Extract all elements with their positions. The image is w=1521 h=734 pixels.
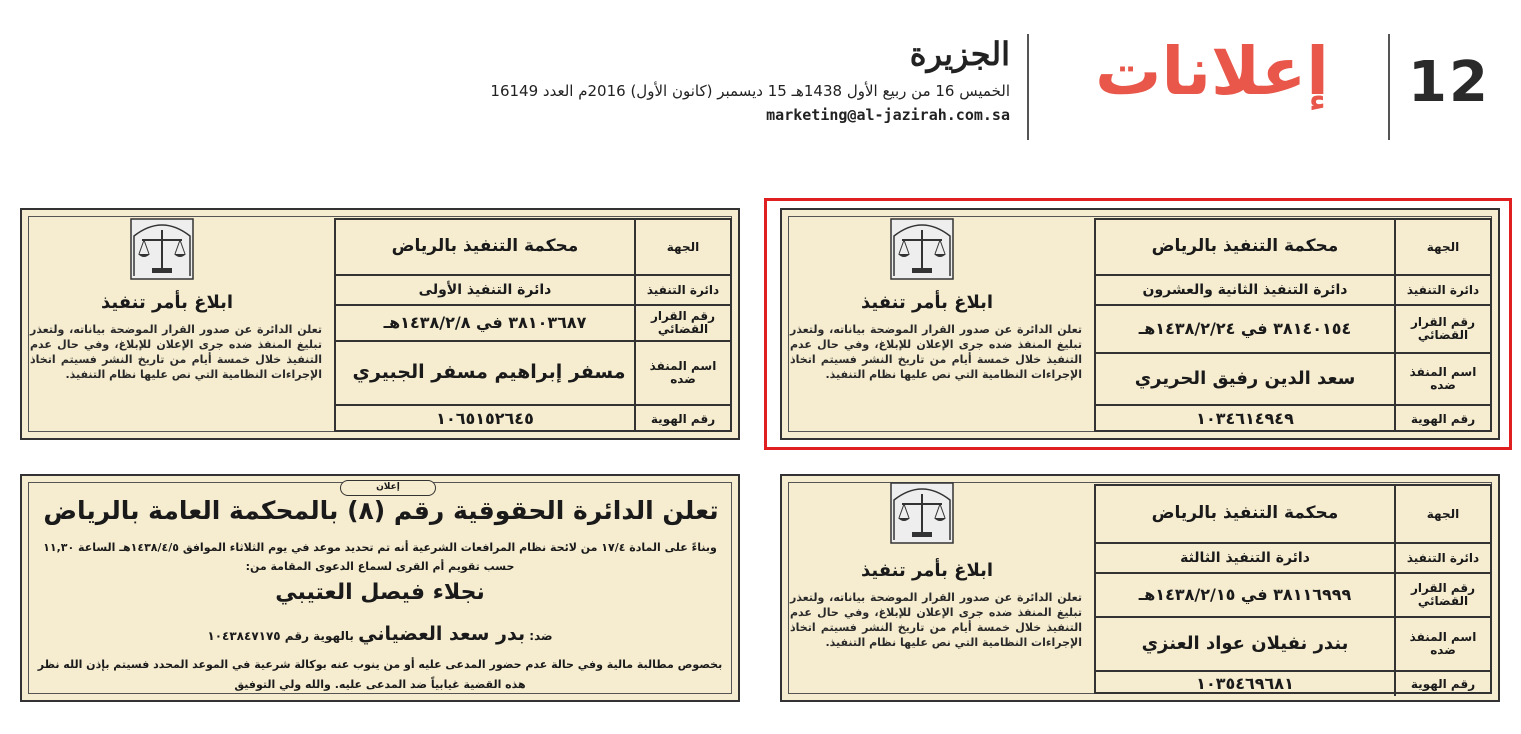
label-executee-name: اسم المنفذ ضده bbox=[634, 342, 730, 404]
value-executee-name: مسفر إبراهيم مسفر الجبيري bbox=[352, 361, 626, 384]
value-decision-number: ٣٨١٠٣٦٨٧ في ١٤٣٨/٢/٨هـ bbox=[383, 312, 587, 332]
notice-table bbox=[334, 218, 732, 432]
row-department bbox=[1096, 544, 1490, 574]
row-decision bbox=[1096, 574, 1490, 618]
label-id-number: رقم الهوية bbox=[1394, 672, 1490, 696]
plaintiff-name: نجلاء فيصل العتيبي bbox=[275, 580, 485, 605]
highlighted-ad-frame bbox=[764, 198, 1512, 450]
defendant-name: بدر سعد العضياني bbox=[358, 623, 526, 645]
header-divider bbox=[1027, 34, 1029, 140]
value-department: دائرة التنفيذ الأولى bbox=[418, 281, 552, 298]
execution-notice-ad bbox=[780, 474, 1500, 702]
defendant-id: بالهوية رقم ١٠٤٣٨٤٧١٧٥ bbox=[207, 629, 354, 643]
court-notice-paragraph: وبناءً على المادة ١٧/٤ من لائحة نظام المرافعات الشرعية أنه تم تحديد موعد في يوم الثلاثاء الموافق ١٤٣٨/٤/٥هـ الساعة ١١,٣٠ حسب تقويم أم القرى لسماع الدعوى المقامة من: bbox=[43, 541, 717, 573]
notice-body: تعلن الدائرة عن صدور القرار الموضحة بياناته، ولتعذر تبليغ المنفذ ضده جرى الإعلان للإبلاغ، وفي حال عدم التنفيذ خلال خمسة أيام من تاريخ النشر فسيتم اتخاذ الإجراءات النظامية التي نص عليها نظام التنفيذ. bbox=[30, 323, 322, 381]
label-entity: الجهة bbox=[1394, 486, 1490, 542]
notice-table bbox=[1094, 484, 1492, 694]
row-entity bbox=[336, 220, 730, 276]
value-executee-name: بندر نفيلان عواد العنزي bbox=[1141, 632, 1349, 654]
value-department: دائرة التنفيذ الثانية والعشرون bbox=[1142, 281, 1348, 298]
value-executee-name: سعد الدين رفيق الحريري bbox=[1134, 367, 1356, 389]
section-title: إعلانات bbox=[1095, 33, 1329, 110]
notice-body: تعلن الدائرة عن صدور القرار الموضحة بياناته، ولتعذر تبليغ المنفذ ضده جرى الإعلان للإبلاغ، وفي حال عدم التنفيذ خلال خمسة أيام من تاريخ النشر فسيتم اتخاذ الإجراءات النظامية التي نص عليها نظام التنفيذ. bbox=[790, 323, 1082, 381]
defendant-line bbox=[30, 623, 730, 645]
label-id-number: رقم الهوية bbox=[634, 406, 730, 432]
court-notice-title: تعلن الدائرة الحقوقية رقم (٨) بالمحكمة العامة بالرياض bbox=[43, 496, 719, 525]
page-number: 12 bbox=[1408, 50, 1490, 115]
row-name bbox=[336, 342, 730, 406]
label-executee-name: اسم المنفذ ضده bbox=[1394, 618, 1490, 670]
row-name bbox=[1096, 618, 1490, 672]
label-department: دائرة التنفيذ bbox=[1394, 276, 1490, 304]
row-entity bbox=[1096, 486, 1490, 544]
against-prefix: ضد: bbox=[529, 629, 553, 643]
newspaper-logo: الجزيرة bbox=[909, 35, 1010, 73]
value-decision-number: ٣٨١٤٠١٥٤ في ١٤٣٨/٢/٢٤هـ bbox=[1138, 318, 1352, 338]
execution-notice-ad bbox=[20, 208, 740, 440]
value-id-number: ١٠٣٤٦١٤٩٤٩ bbox=[1196, 408, 1294, 428]
value-entity: محكمة التنفيذ بالرياض bbox=[1151, 503, 1339, 524]
value-department: دائرة التنفيذ الثالثة bbox=[1180, 549, 1310, 566]
label-id-number: رقم الهوية bbox=[1394, 406, 1490, 432]
notice-body: تعلن الدائرة عن صدور القرار الموضحة بياناته، ولتعذر تبليغ المنفذ ضده جرى الإعلان للإبلاغ، وفي حال عدم التنفيذ خلال خمسة أيام من تاريخ النشر فسيتم اتخاذ الإجراءات النظامية التي نص عليها نظام التنفيذ. bbox=[790, 591, 1082, 649]
label-entity: الجهة bbox=[1394, 220, 1490, 274]
value-entity: محكمة التنفيذ بالرياض bbox=[391, 236, 579, 257]
issue-date-line: الخميس 16 من ربيع الأول 1438هـ 15 ديسمبر (كانون الأول) 2016م العدد 16149 bbox=[490, 82, 1010, 100]
value-id-number: ١٠٣٥٤٦٩٦٨١ bbox=[1196, 673, 1294, 693]
value-decision-number: ٣٨١١٦٩٩٩ في ١٤٣٨/٢/١٥هـ bbox=[1138, 584, 1352, 604]
court-notice-paragraph: بخصوص مطالبة مالية وفي حالة عدم حضور المدعى عليه أو من ينوب عنه بوكالة شرعية في الموعد المحدد فسيتم بإذن الله نظر هذه القضية غيابياً ضد المدعى عليه. والله ولي التوفيق bbox=[37, 658, 723, 691]
label-department: دائرة التنفيذ bbox=[634, 276, 730, 304]
row-decision bbox=[336, 306, 730, 342]
notice-title: ابلاغ بأمر تنفيذ bbox=[100, 292, 234, 313]
label-decision-number: رقم القرار القضائي bbox=[1394, 574, 1490, 616]
header-divider bbox=[1388, 34, 1390, 140]
notice-title: ابلاغ بأمر تنفيذ bbox=[860, 292, 994, 313]
label-department: دائرة التنفيذ bbox=[1394, 544, 1490, 572]
contact-email: marketing@al-jazirah.com.sa bbox=[766, 106, 1010, 124]
label-entity: الجهة bbox=[634, 220, 730, 274]
label-decision-number: رقم القرار القضائي bbox=[1394, 306, 1490, 352]
row-id bbox=[336, 406, 730, 432]
notice-tag: إعلان bbox=[340, 480, 436, 496]
justice-scale-emblem-icon bbox=[130, 218, 194, 280]
value-entity: محكمة التنفيذ بالرياض bbox=[1151, 236, 1339, 257]
row-id bbox=[1096, 672, 1490, 696]
label-decision-number: رقم القرار القضائي bbox=[634, 306, 730, 340]
label-executee-name: اسم المنفذ ضده bbox=[1394, 354, 1490, 404]
row-department bbox=[336, 276, 730, 306]
value-id-number: ١٠٦٥١٥٢٦٤٥ bbox=[436, 408, 534, 428]
justice-scale-emblem-icon bbox=[890, 482, 954, 544]
notice-title: ابلاغ بأمر تنفيذ bbox=[860, 560, 994, 581]
